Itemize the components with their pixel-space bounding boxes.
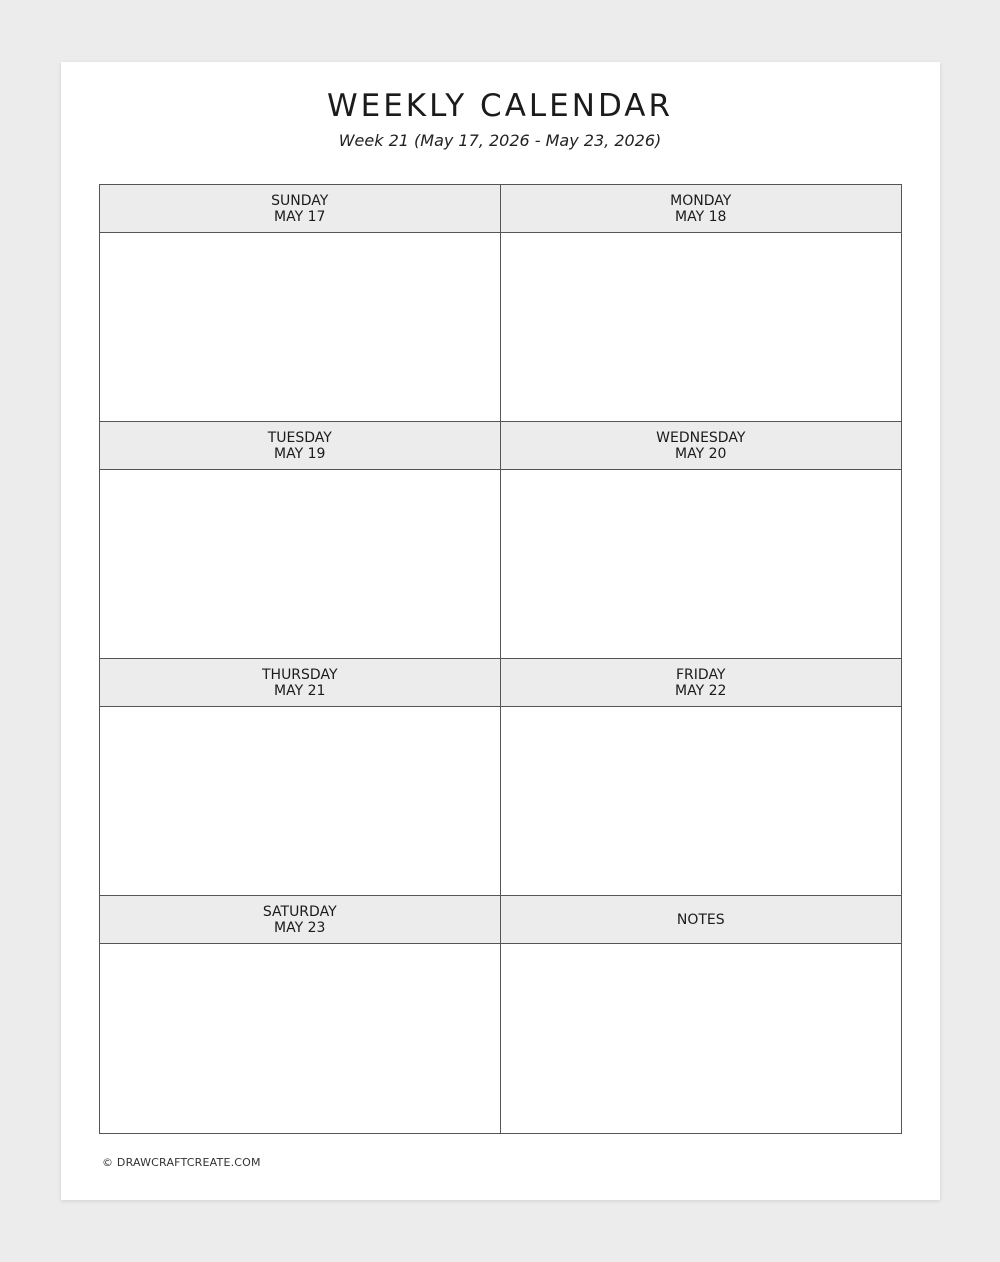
day-cell-friday <box>501 659 902 896</box>
day-header <box>100 659 500 707</box>
day-header <box>100 896 500 944</box>
day-header <box>501 422 902 470</box>
week-range-subtitle: Week 21 (May 17, 2026 - May 23, 2026) <box>338 131 662 150</box>
day-writing-area[interactable] <box>100 707 500 895</box>
day-name: WEDNESDAY <box>656 429 746 446</box>
day-name: TUESDAY <box>267 429 332 446</box>
day-cell-sunday <box>100 185 501 422</box>
day-date: MAY 17 <box>274 208 326 225</box>
day-date: MAY 22 <box>675 682 727 699</box>
day-date: MAY 19 <box>274 445 326 462</box>
day-header <box>100 422 500 470</box>
day-date: MAY 18 <box>675 208 727 225</box>
day-cell-monday <box>501 185 902 422</box>
day-cell-thursday <box>100 659 501 896</box>
notes-writing-area[interactable] <box>501 944 902 1133</box>
day-writing-area[interactable] <box>501 233 902 421</box>
copyright-footer: © DRAWCRAFTCREATE.COM <box>102 1156 261 1169</box>
day-header <box>100 185 500 233</box>
notes-cell <box>501 896 902 1133</box>
day-name: THURSDAY <box>261 666 338 683</box>
day-date: MAY 21 <box>274 682 326 699</box>
day-name: SUNDAY <box>271 192 329 209</box>
week-grid <box>99 184 902 1134</box>
day-name: FRIDAY <box>676 666 726 683</box>
day-writing-area[interactable] <box>501 707 902 895</box>
day-header <box>501 659 902 707</box>
page-title: WEEKLY CALENDAR <box>326 88 674 124</box>
day-date: MAY 23 <box>274 919 326 936</box>
day-name: SATURDAY <box>262 903 337 920</box>
day-writing-area[interactable] <box>100 233 500 421</box>
notes-label: NOTES <box>676 911 725 928</box>
day-writing-area[interactable] <box>501 470 902 658</box>
day-writing-area[interactable] <box>100 944 500 1133</box>
day-name: MONDAY <box>670 192 732 209</box>
day-cell-tuesday <box>100 422 501 659</box>
day-date: MAY 20 <box>675 445 727 462</box>
notes-header <box>501 896 902 944</box>
day-cell-wednesday <box>501 422 902 659</box>
day-writing-area[interactable] <box>100 470 500 658</box>
day-header <box>501 185 902 233</box>
day-cell-saturday <box>100 896 501 1133</box>
